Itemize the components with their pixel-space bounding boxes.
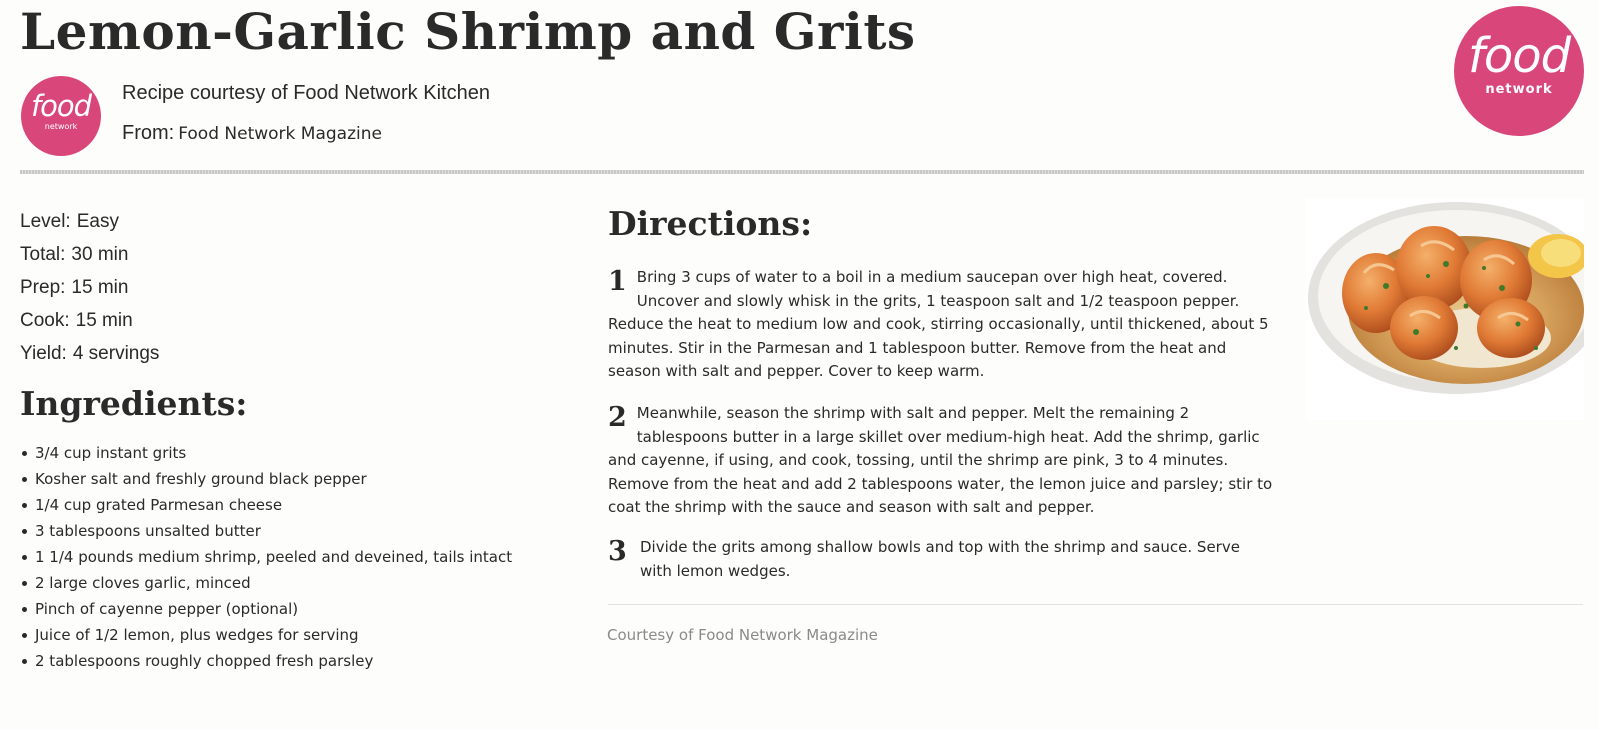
ingredients-heading: Ingredients: <box>20 384 248 423</box>
recipe-photo <box>1306 198 1584 420</box>
recipe-source <box>122 122 382 145</box>
step-text: Bring 3 cups of water to a boil in a medium saucepan over high heat, covered. Uncover and slowly whisk in the grits, 1 teaspoon salt and 1/2 teaspoon pepper. Reduce the heat to medium low and cook, stirring occasionally, until thickened, about 5 minutes. Stir in the Parmesan and 1 tablespoon butter. Remove from the heat and season with salt and pepper. Cover to keep warm. <box>608 268 1269 380</box>
recipe-meta <box>20 205 159 370</box>
step-number: 3 <box>608 536 627 567</box>
ingredient-item: 3 tablespoons unsalted butter <box>20 518 512 544</box>
food-network-logo-small <box>21 76 101 156</box>
ingredient-item: 1/4 cup grated Parmesan cheese <box>20 492 512 518</box>
logo-sub: network <box>44 122 78 131</box>
meta-label: Cook: <box>20 310 70 331</box>
meta-value: 15 min <box>75 310 133 331</box>
step-number: 1 <box>608 266 627 297</box>
step-number: 2 <box>608 402 627 433</box>
logo-word: food <box>1467 28 1571 84</box>
recipe-courtesy: Recipe courtesy of Food Network Kitchen <box>122 82 490 104</box>
directions-heading: Directions: <box>608 204 813 243</box>
meta-value: 30 min <box>71 244 129 265</box>
header-divider <box>20 170 1584 174</box>
direction-step <box>608 536 1273 583</box>
ingredient-item: Juice of 1/2 lemon, plus wedges for serving <box>20 622 512 648</box>
step-text: Divide the grits among shallow bowls and top with the shrimp and sauce. Serve with lemon wedges. <box>640 538 1240 580</box>
ingredients-list <box>20 440 512 674</box>
source-label: From: <box>122 122 175 144</box>
meta-value: 15 min <box>71 277 129 298</box>
meta-prep <box>20 271 159 304</box>
meta-label: Level: <box>20 211 71 232</box>
meta-label: Total: <box>20 244 66 265</box>
direction-step <box>608 402 1273 520</box>
step-text: Meanwhile, season the shrimp with salt and pepper. Melt the remaining 2 tablespoons butter in a large skillet over medium-high heat. Add the shrimp, garlic and cayenne, if using, and cook, tossing, until the shrimp are pink, 3 to 4 minutes. Remove from the heat and add 2 tablespoons water, the lemon juice and parsley; stir to coat the shrimp with the sauce and season with salt and pepper. <box>608 404 1273 516</box>
ingredient-item: 2 tablespoons roughly chopped fresh parsley <box>20 648 512 674</box>
ingredient-item: 3/4 cup instant grits <box>20 440 512 466</box>
direction-step <box>608 266 1273 384</box>
ingredient-item: Pinch of cayenne pepper (optional) <box>20 596 512 622</box>
footer-credit: Courtesy of Food Network Magazine <box>607 626 878 644</box>
meta-yield <box>20 337 159 370</box>
ingredient-item: 2 large cloves garlic, minced <box>20 570 512 596</box>
logo-word: food <box>30 89 92 123</box>
recipe-title: Lemon-Garlic Shrimp and Grits <box>20 2 916 61</box>
source-value: Food Network Magazine <box>178 124 382 144</box>
meta-cook <box>20 304 159 337</box>
meta-value: Easy <box>76 211 119 232</box>
meta-value: 4 servings <box>72 343 160 364</box>
shrimp-dish-image <box>1306 198 1584 420</box>
meta-label: Yield: <box>20 343 67 364</box>
logo-sub: network <box>1485 82 1553 97</box>
ingredient-item: 1 1/4 pounds medium shrimp, peeled and deveined, tails intact <box>20 544 512 570</box>
meta-label: Prep: <box>20 277 66 298</box>
ingredient-item: Kosher salt and freshly ground black pepper <box>20 466 512 492</box>
meta-level <box>20 205 159 238</box>
food-network-logo-large <box>1454 6 1584 136</box>
meta-total <box>20 238 159 271</box>
directions-divider <box>608 604 1583 605</box>
